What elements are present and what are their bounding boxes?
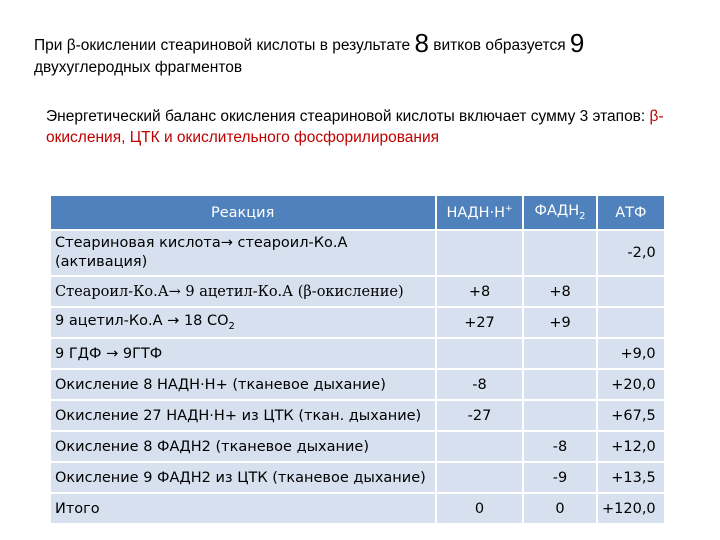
table-row <box>51 463 664 494</box>
header-fadh-label: ФАДН <box>534 203 580 220</box>
table-row <box>51 277 664 308</box>
row-atf: -2,0 <box>596 231 664 277</box>
table-header-row <box>51 196 664 231</box>
row-fadh: +9 <box>522 308 596 339</box>
header-nadh-label: НАДН·Н <box>446 204 506 221</box>
intro-text <box>34 28 694 79</box>
row-reaction-sub: 2 <box>228 320 235 332</box>
row-nadh: -8 <box>435 370 522 401</box>
row-atf: +12,0 <box>596 432 664 463</box>
header-nadh <box>435 196 522 231</box>
header-nadh-sup: + <box>505 204 513 215</box>
header-atf: АТФ <box>596 196 664 231</box>
row-reaction: Итого <box>51 494 435 525</box>
row-reaction <box>51 231 435 277</box>
row-nadh: 0 <box>435 494 522 525</box>
row-reaction: Окисление 8 ФАДН2 (тканевое дыхание) <box>51 432 435 463</box>
row-nadh <box>435 339 522 370</box>
table-row <box>51 401 664 432</box>
row-reaction: Стеароил-Ко.А→ 9 ацетил-Ко.А (β-окисление) <box>51 277 435 308</box>
row-nadh: +8 <box>435 277 522 308</box>
row-fadh <box>522 370 596 401</box>
header-fadh-sub: 2 <box>579 210 586 222</box>
row-fadh <box>522 401 596 432</box>
table-row-total <box>51 494 664 525</box>
row-nadh <box>435 432 522 463</box>
row-atf: +9,0 <box>596 339 664 370</box>
intro-part2: витков образуется <box>428 37 570 54</box>
row-reaction-text: 9 ацетил-Ко.А → 18 СО <box>55 313 229 330</box>
intro-num-fragments: 9 <box>569 28 585 58</box>
intro-part3: двухуглеродных фрагментов <box>34 59 243 76</box>
row-nadh <box>435 463 522 494</box>
header-reaction: Реакция <box>51 196 435 231</box>
row-reaction: Окисление 9 ФАДН2 из ЦТК (тканевое дыхание) <box>51 463 435 494</box>
intro-num-turns: 8 <box>414 28 429 58</box>
row-fadh: +8 <box>522 277 596 308</box>
table-row <box>51 432 664 463</box>
row-atf <box>596 277 664 308</box>
row-nadh: +27 <box>435 308 522 339</box>
intro-part1: При β-окислении стеариновой кислоты в результате <box>34 37 415 54</box>
table-row <box>51 308 664 339</box>
row-reaction <box>51 308 435 339</box>
row-fadh <box>522 339 596 370</box>
row-reaction: Окисление 27 НАДН·Н+ из ЦТК (ткан. дыхание) <box>51 401 435 432</box>
table-row <box>51 231 664 277</box>
row-atf: +13,5 <box>596 463 664 494</box>
row-fadh: -9 <box>522 463 596 494</box>
table-row <box>51 370 664 401</box>
balance-highlight: β-окисления, ЦТК и окислительного фосфорилирования <box>46 108 664 146</box>
balance-text <box>46 106 686 148</box>
row-fadh: -8 <box>522 432 596 463</box>
row-nadh <box>435 231 522 277</box>
energy-balance-table <box>51 196 664 525</box>
row-nadh: -27 <box>435 401 522 432</box>
row-atf: +120,0 <box>596 494 664 525</box>
row-fadh: 0 <box>522 494 596 525</box>
row-reaction-text: Стеариновая кислота→ стеароил-Ко.А (активация) <box>55 235 348 270</box>
row-atf <box>596 308 664 339</box>
table-row <box>51 339 664 370</box>
balance-lead: Энергетический баланс окисления стеариновой кислоты включает сумму 3 этапов: <box>46 108 650 125</box>
row-fadh <box>522 231 596 277</box>
row-atf: +20,0 <box>596 370 664 401</box>
row-atf: +67,5 <box>596 401 664 432</box>
row-reaction: Окисление 8 НАДН·Н+ (тканевое дыхание) <box>51 370 435 401</box>
row-reaction: 9 ГДФ → 9ГТФ <box>51 339 435 370</box>
header-fadh <box>522 196 596 231</box>
